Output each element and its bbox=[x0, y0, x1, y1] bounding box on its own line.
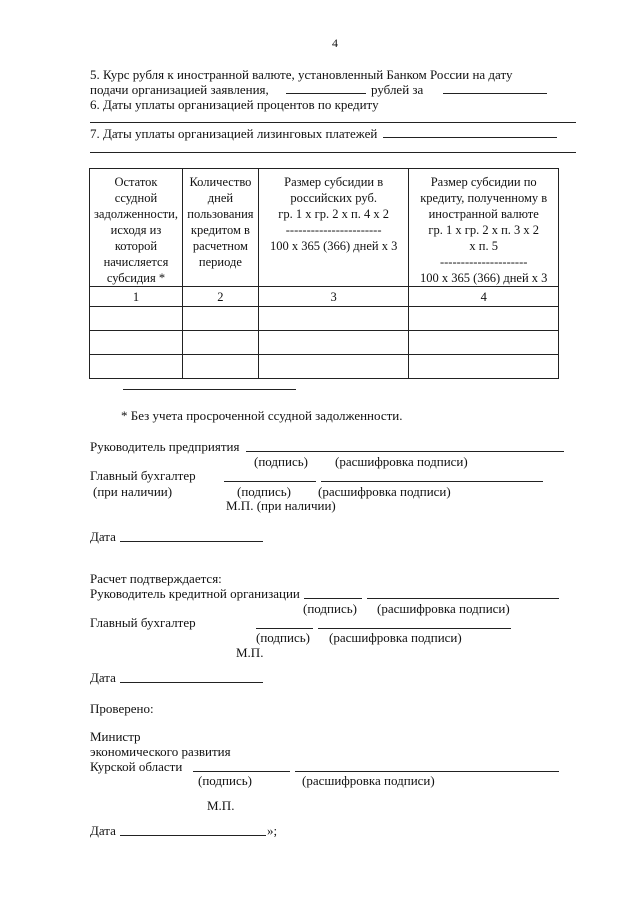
table-cell[interactable] bbox=[90, 331, 183, 355]
interest-dates-field[interactable] bbox=[90, 122, 576, 123]
item-6: 6. Даты уплаты организацией процентов по кредиту bbox=[90, 97, 379, 112]
date-1-field[interactable] bbox=[120, 541, 263, 542]
table-cell[interactable] bbox=[258, 307, 409, 331]
sign2-name-line[interactable] bbox=[321, 481, 543, 482]
date-2-label: Дата bbox=[90, 670, 116, 685]
minister-line-2: экономического развития bbox=[90, 744, 231, 759]
date-3-label: Дата bbox=[90, 823, 116, 838]
sign1-caption-name: (расшифровка подписи) bbox=[335, 454, 468, 469]
table-row bbox=[90, 331, 559, 355]
stamp-if-any: М.П. (при наличии) bbox=[226, 498, 336, 513]
header-cell-2: Количество дней пользования кредитом в расчетном периоде bbox=[182, 169, 258, 287]
checked-label: Проверено: bbox=[90, 701, 154, 716]
stamp-2: М.П. bbox=[236, 645, 264, 660]
table-cell[interactable] bbox=[182, 355, 258, 379]
table-header-row bbox=[90, 169, 559, 287]
sign2-label-2: (при наличии) bbox=[93, 484, 173, 499]
date-2-field[interactable] bbox=[120, 682, 263, 683]
column-number-2: 2 bbox=[182, 287, 258, 307]
table-cell[interactable] bbox=[258, 331, 409, 355]
date-3-suffix: »; bbox=[267, 823, 278, 838]
column-number-row bbox=[90, 287, 559, 307]
confirm-label: Расчет подтверждается: bbox=[90, 571, 222, 586]
sign5-name-line[interactable] bbox=[295, 771, 559, 772]
sign3-name-line[interactable] bbox=[367, 598, 559, 599]
sign4-name-line[interactable] bbox=[318, 628, 511, 629]
table-cell[interactable] bbox=[182, 307, 258, 331]
header-cell-3: Размер субсидии в российских руб. гр. 1 х гр. 2 х п. 4 х 2 ----------------------- 100 х 365 (366) дней х 3 bbox=[258, 169, 409, 287]
table-cell[interactable] bbox=[409, 331, 559, 355]
leasing-dates-field[interactable] bbox=[383, 137, 557, 138]
minister-line-1: Министр bbox=[90, 729, 141, 744]
sign5-caption-signature: (подпись) bbox=[198, 773, 252, 788]
table-cell[interactable] bbox=[90, 355, 183, 379]
sign5-signature-line[interactable] bbox=[193, 771, 290, 772]
sign1-label: Руководитель предприятия bbox=[90, 439, 240, 454]
table-cell[interactable] bbox=[258, 355, 409, 379]
column-number-3: 3 bbox=[258, 287, 409, 307]
exchange-rate-field[interactable] bbox=[286, 93, 366, 94]
sign1-caption-signature: (подпись) bbox=[254, 454, 308, 469]
sign3-label: Руководитель кредитной организации bbox=[90, 586, 300, 601]
sign5-caption-name: (расшифровка подписи) bbox=[302, 773, 435, 788]
page-number: 4 bbox=[332, 36, 338, 50]
sign4-signature-line[interactable] bbox=[256, 628, 313, 629]
column-number-1: 1 bbox=[90, 287, 183, 307]
item-7: 7. Даты уплаты организацией лизинговых платежей bbox=[90, 126, 378, 141]
sign4-caption-name: (расшифровка подписи) bbox=[329, 630, 462, 645]
sign1-line[interactable] bbox=[246, 451, 564, 452]
item-5-line-2-middle: рублей за bbox=[371, 82, 424, 97]
minister-line-3: Курской области bbox=[90, 759, 183, 774]
sign2-caption-signature: (подпись) bbox=[237, 484, 291, 499]
item-5-line-1: 5. Курс рубля к иностранной валюте, установленный Банком России на дату bbox=[90, 67, 513, 82]
date-1-label: Дата bbox=[90, 529, 116, 544]
sign2-signature-line[interactable] bbox=[224, 481, 316, 482]
header-cell-1: Остаток ссудной задолженности, исходя из которой начисляется субсидия * bbox=[90, 169, 183, 287]
sign3-caption-name: (расшифровка подписи) bbox=[377, 601, 510, 616]
footnote: * Без учета просроченной ссудной задолженности. bbox=[121, 408, 403, 423]
stamp-3: М.П. bbox=[207, 798, 235, 813]
table-cell[interactable] bbox=[90, 307, 183, 331]
footnote-separator bbox=[123, 389, 296, 390]
table-cell[interactable] bbox=[409, 355, 559, 379]
sign2-label-1: Главный бухгалтер bbox=[90, 468, 196, 483]
sign4-caption-signature: (подпись) bbox=[256, 630, 310, 645]
table-row bbox=[90, 307, 559, 331]
header-cell-4: Размер субсидии по кредиту, полученному в иностранной валюте гр. 1 х гр. 2 х п. 3 х 2 х п. 5 --------------------- 100 х 365 (366) дней х 3 bbox=[409, 169, 559, 287]
sign4-label: Главный бухгалтер bbox=[90, 615, 196, 630]
table-cell[interactable] bbox=[182, 331, 258, 355]
currency-unit-field[interactable] bbox=[443, 93, 547, 94]
column-number-4: 4 bbox=[409, 287, 559, 307]
sign3-caption-signature: (подпись) bbox=[303, 601, 357, 616]
table-row bbox=[90, 355, 559, 379]
subsidy-table bbox=[89, 168, 559, 379]
sign2-caption-name: (расшифровка подписи) bbox=[318, 484, 451, 499]
table-cell[interactable] bbox=[409, 307, 559, 331]
leasing-dates-field-2[interactable] bbox=[90, 152, 576, 153]
item-5-line-2-prefix: подачи организацией заявления, bbox=[90, 82, 269, 97]
sign3-signature-line[interactable] bbox=[304, 598, 362, 599]
date-3-field[interactable] bbox=[120, 835, 266, 836]
